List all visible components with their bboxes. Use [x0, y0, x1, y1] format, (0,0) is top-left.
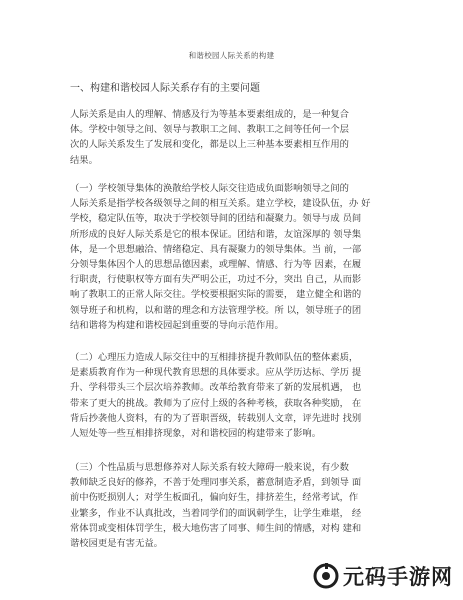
- paragraph-line: 前中伤贬损别人；对学生板面孔，偏向好生，排挤差生，经常考试，作: [70, 492, 359, 504]
- document-title: 和谐校园人际关系的构建: [188, 51, 275, 60]
- paragraph-line: 体，是一个思想融洽、情绪稳定、具有凝聚力的领导集体。当 前，一部: [70, 243, 362, 255]
- paragraph-line: 带来了更大的挑战。教师为了应付上级的各种考核，获取各种奖励， 在: [70, 397, 362, 409]
- paragraph-line: 背后抄袭他人资料，有的为了晋职晋级，转载别人文章，评先进时 找别: [70, 412, 362, 424]
- paragraph-2: [70, 181, 400, 333]
- paragraph-line: 教师缺乏良好的修养，不善于处理同事关系，蓄意制造矛盾，到领导 面: [70, 477, 362, 489]
- paragraph-line: 人际关系是指学校各级领导之间的相互关系。建立学校，建设队伍，办 好: [70, 198, 371, 210]
- paragraph-line: 业繁多，作业不认真批改，当着同学们的面讽刺学生，让学生难堪， 经: [70, 507, 362, 519]
- paragraph-1: [70, 107, 400, 168]
- paragraph-line: 领导班子和机构，以和谐的理念和方法管理学校。所 以，领导班子的团: [70, 304, 362, 316]
- watermark: [313, 560, 453, 592]
- paragraph-4: [70, 460, 400, 551]
- watermark-text: 元码手游网: [343, 565, 453, 589]
- paragraph-line: （三）个性品质与思想修养对人际关系有较大障碍一般来说，有少数: [70, 462, 349, 473]
- paragraph-line: 响了教职工的正常人际交往。学校要根据实际的需要， 建立健全和谐的: [70, 289, 362, 301]
- paragraph-line: 体。学校中领导之间、领导与教职工之间、教职工之间等任何一个层: [70, 124, 349, 136]
- paragraph-line: 学校，稳定队伍等，取决于学校领导间的团结和凝聚力。领导与成 员间: [70, 213, 362, 225]
- paragraph-line: 次的人际关系发生了发展和变化，都是以上三种基本要素相互作用的: [70, 139, 349, 151]
- paragraph-line: 谐校园更是有害无益。: [70, 538, 163, 550]
- paragraph-line: 人际关系是由人的理解、情感及行为等基本要素组成的，是一种复合: [70, 109, 349, 120]
- paragraph-line: 所形成的良好人际关系是它的根本保证。团结和谐，友谊深厚的 领导集: [70, 228, 362, 240]
- section-heading: 一、构建和谐校园人际关系存有的主要问题: [70, 83, 260, 94]
- paragraph-3: [70, 350, 400, 441]
- paragraph-line: 常体罚或变相体罚学生，极大地伤害了同事、师生间的情感，对构 建和: [70, 522, 362, 534]
- paragraph-line: 升、学科带头三个层次培养教师。改革给教育带来了新的发展机遇， 也: [70, 382, 362, 394]
- paragraph-line: 行职责，行使职权等方面有失严明公正，功过不分，突出 自己，从而影: [70, 274, 362, 286]
- paragraph-line: 结和谐将为构建和谐校园起到重要的导向示范作用。: [70, 319, 284, 331]
- paragraph-line: 结果。: [70, 154, 98, 166]
- paragraph-line: （一）学校领导集体的涣散给学校人际交往造成负面影响领导之间的: [70, 183, 349, 194]
- paragraph-line: 是素质教育作为一种现代教育思想的具体要求。应从学历达标、学历 提: [70, 367, 362, 379]
- watermark-logo-icon: [313, 563, 339, 589]
- paragraph-line: 人短处等一些互相排挤现象，对和谐校园的构建带来了影响。: [70, 428, 322, 440]
- paragraph-line: （二）心理压力造成人际交往中的互相排挤提升教师队伍的整体素质，: [70, 352, 359, 363]
- paragraph-line: 分领导集体因个人的思想品德因素，或理解、情感、行为等 因素，在履: [70, 259, 362, 271]
